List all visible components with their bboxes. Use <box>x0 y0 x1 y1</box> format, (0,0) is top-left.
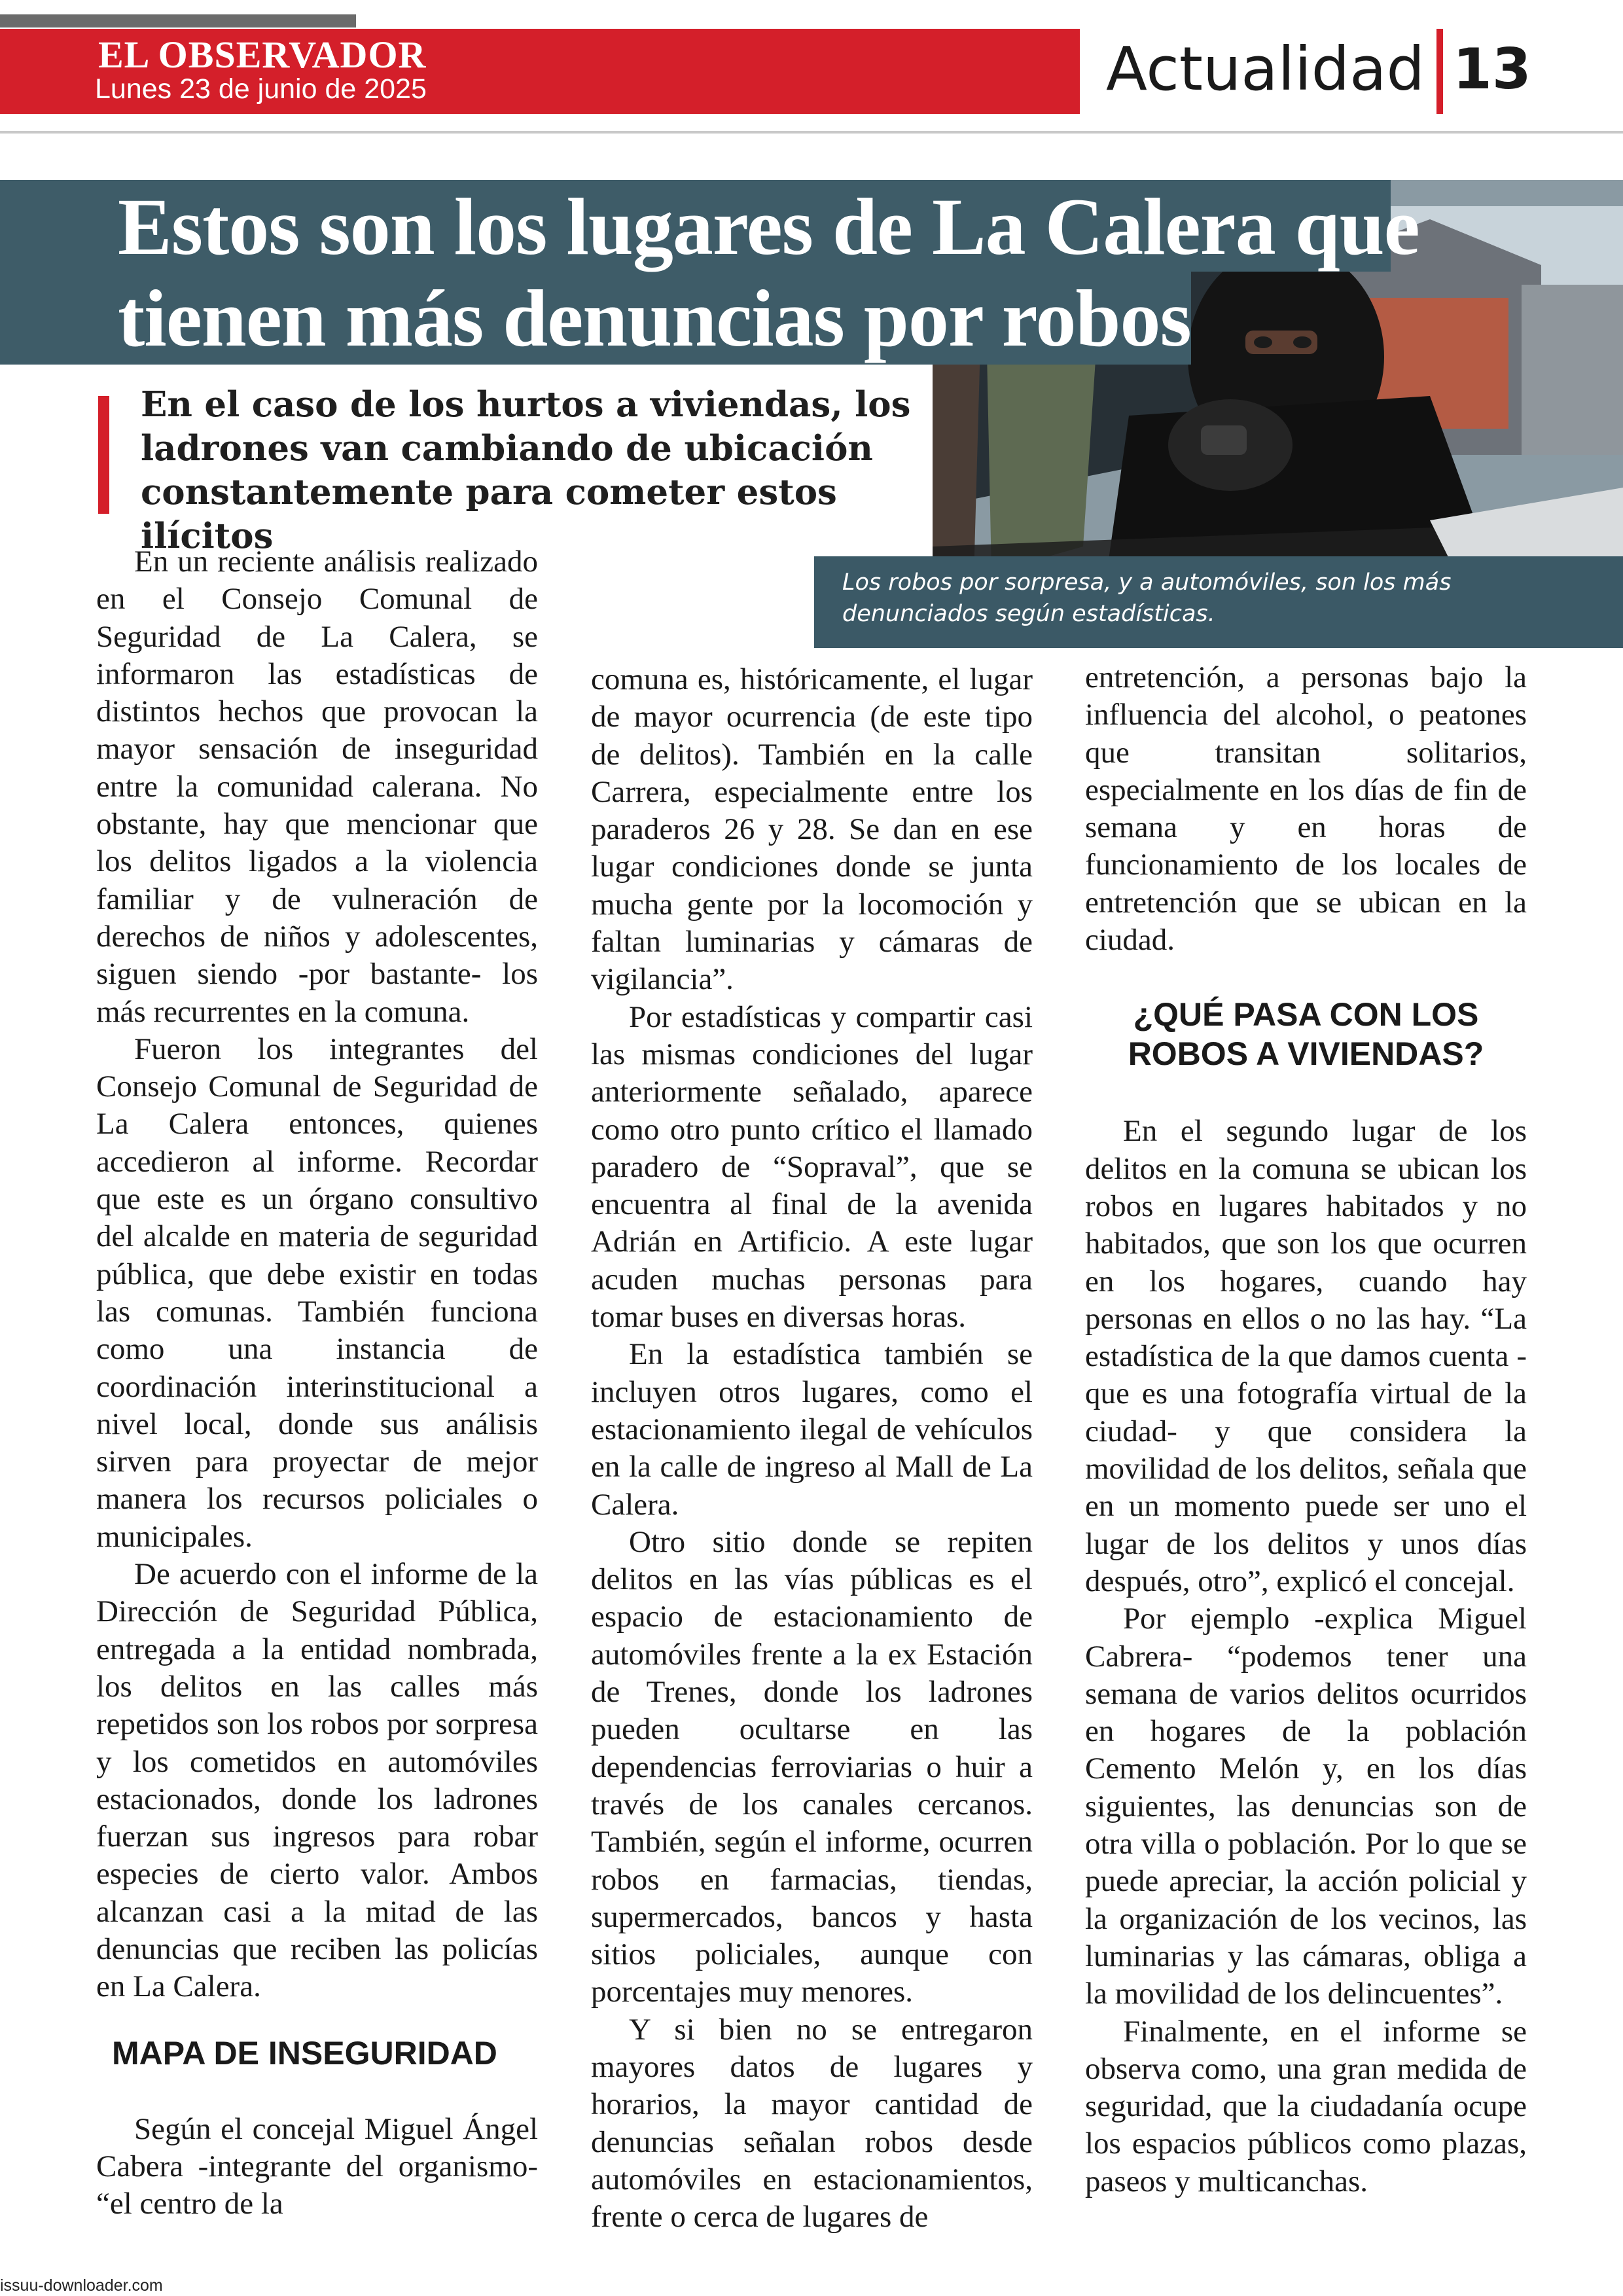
subtitle: En el caso de los hurtos a viviendas, los ladrones van cambiando de ubicación constantemente para cometer estos ilícitos <box>141 384 911 556</box>
paragraph: comuna es, históricamente, el lugar de mayor ocurrencia (de este tipo de delitos). También en la calle Carrera, especialmente entre los paraderos 26 y 28. Se dan en ese lugar condiciones donde se junta mucha gente por la locomoción y faltan luminarias y cámaras de vigilancia”. <box>591 662 1033 997</box>
photo-caption: Los robos por sorpresa, y a automóviles, son los más denunciados según estadísticas. <box>842 569 1452 627</box>
paragraph: Según el concejal Miguel Ángel Cabera -integrante del organismo- “el centro de la <box>96 2111 538 2221</box>
source-watermark: issuu-downloader.com <box>0 2276 163 2295</box>
paragraph: Y si bien no se entregaron mayores datos de lugares y horarios, la mayor cantidad de denuncias señalan robos desde automóviles en estacionamientos, frente o cerca de lugares de <box>591 2012 1033 2234</box>
paragraph: Fueron los integrantes del Consejo Comunal de Seguridad de La Calera entonces, quienes accedieron al informe. Recordar que este es un órgano consultivo del alcalde en materia de seguridad pública, que debe existir en todas las comunas. También funciona como una instancia de coordinación interinstitucional a nivel local, donde sus análisis sirven para proyectar de mejor manera los recursos policiales o municipales. <box>96 1031 538 1554</box>
paragraph: En el segundo lugar de los delitos en la comuna se ubican los robos en lugares habitados y no habitados, que son los que ocurren en los hogares, cuando hay personas en ellos o no las hay. “La estadística de la que damos cuenta -que es una fotografía virtual de la ciudad- y que considera la movilidad de los delitos, señala que en un momento puede ser uno el lugar de los delitos y unos días después, otro”, explicó el concejal. <box>1085 1114 1527 1598</box>
paragraph: entretención, a personas bajo la influencia del alcohol, o peatones que transitan solitarios, especialmente en los días de fin de semana y en horas de funcionamiento de los locales de entretención que se ubican en la ciudad. <box>1085 660 1527 958</box>
paragraph: En un reciente análisis realizado en el Consejo Comunal de Seguridad de La Calera, se informaron las estadísticas de distintos hechos que provocan la mayor sensación de inseguridad entre la comunidad calerana. No obstante, hay que mencionar que los delitos ligados a la violencia familiar y de vulneración de derechos de niños y adolescentes, siguen siendo -por bastante- los más recurrentes en la comuna. <box>96 545 538 1029</box>
section-separator <box>1436 29 1443 114</box>
header-rule <box>0 131 1623 134</box>
article-column-2 <box>591 661 1033 2236</box>
article-column-1 <box>96 543 538 2223</box>
paragraph: Otro sitio donde se repiten delitos en las vías públicas es el espacio de estacionamiento de automóviles frente a la ex Estación de Trenes, donde los ladrones pueden ocultarse en las dependencias ferroviarias o huir a través de los canales cercanos. También, según el informe, ocurren robos en farmacias, tiendas, supermercados, bancos y hasta sitios policiales, aunque con porcentajes muy menores. <box>591 1524 1033 2009</box>
subtitle-accent-bar <box>98 396 109 514</box>
newspaper-name: EL OBSERVADOR <box>98 33 427 76</box>
article-column-3 <box>1085 659 1527 2200</box>
paragraph: Por estadísticas y compartir casi las mismas condiciones del lugar anteriormente señalado, aparece como otro punto crítico el llamado paradero de “Sopraval”, que se encuentra al final de la avenida Adrián en Artificio. A este lugar acuden muchas personas para tomar buses en diversas horas. <box>591 999 1033 1335</box>
paragraph: De acuerdo con el informe de la Dirección de Seguridad Pública, entregada a la entidad nombrada, los delitos en las calles más repetidos son los robos por sorpresa y los cometidos en automóviles estacionados, donde los ladrones fuerzan sus ingresos para robar especies de cierto valor. Ambos alcanzan casi a la mitad de las denuncias que reciben las policías en La Calera. <box>96 1557 538 2004</box>
paragraph: En la estadística también se incluyen otros lugares, como el estacionamiento ilegal de vehículos en la calle de ingreso al Mall de La Calera. <box>591 1337 1033 1522</box>
page-number: 13 <box>1453 37 1531 102</box>
header-top-strip <box>0 14 356 27</box>
issue-date: Lunes 23 de junio de 2025 <box>95 73 427 105</box>
section-name: Actualidad <box>1106 34 1425 104</box>
headline-line2: tienen más denuncias por robos <box>118 274 1191 363</box>
section-heading-viviendas: ¿QUÉ PASA CON LOS ROBOS A VIVIENDAS? <box>1128 996 1484 1073</box>
paragraph: Finalmente, en el informe se observa como, una gran medida de seguridad, que la ciudadanía ocupe los espacios públicos como plazas, paseos y multicanchas. <box>1085 2014 1527 2198</box>
section-heading-mapa: MAPA DE INSEGURIDAD <box>112 2034 497 2072</box>
headline-line1: Estos son los lugares de La Calera que <box>118 182 1419 272</box>
paragraph: Por ejemplo -explica Miguel Cabrera- “podemos tener una semana de varios delitos ocurridos en hogares de la población Cemento Melón y, en los días siguientes, las denuncias son de otra villa o población. Por lo que se puede apreciar, la acción policial y la organización de los vecinos, las luminarias y las cámaras, obliga a la movilidad de los delincuentes”. <box>1085 1602 1527 2011</box>
